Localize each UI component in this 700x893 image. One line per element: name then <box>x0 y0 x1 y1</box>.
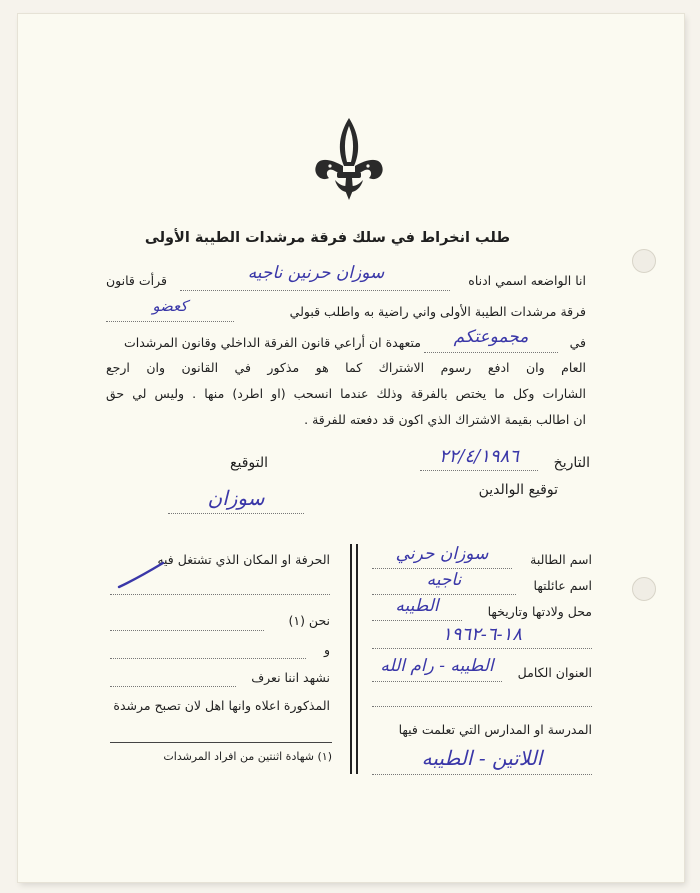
handwritten-name: سوزان حرنين ناجيه <box>247 263 385 283</box>
school-dotted-line <box>372 774 592 775</box>
handwritten-school: اللاتين - الطيبه <box>421 746 543 770</box>
fleur-de-lis-emblem <box>313 116 385 204</box>
date-label: التاريخ <box>553 455 590 471</box>
testify-dotted-line <box>110 686 236 687</box>
occupation-dotted-line <box>110 594 330 595</box>
student-name-label: اسم الطالبة <box>530 552 592 567</box>
family-name-dotted-line <box>372 594 516 595</box>
handwritten-birth-place: الطيبه <box>395 596 439 616</box>
name-dotted-line <box>180 290 450 291</box>
body-line-1-start: انا الواضعه اسمي ادناه <box>468 273 586 288</box>
column-divider-left <box>350 544 352 774</box>
body-line-6: ان اطالب بقيمة الاشتراك الذي اكون قد دفعته للفرقة . <box>304 412 586 427</box>
body-line-2: فرقة مرشدات الطيبة الأولى واني راضية به واطلب قبولي <box>289 304 586 319</box>
family-name-label: اسم عائلتها <box>533 578 592 593</box>
address-extra-dotted-line <box>372 706 592 707</box>
birth-dotted-line <box>372 620 462 621</box>
we-dotted-line <box>110 630 264 631</box>
form-title: طلب انخراط في سلك فرقة مرشدات الطيبة الأولى <box>144 230 510 246</box>
punch-hole-top <box>632 249 656 273</box>
body-line-3-start: في <box>569 335 586 350</box>
signature-label: التوقيع <box>230 455 268 471</box>
date-dotted-line <box>420 470 538 471</box>
column-divider-right <box>356 544 358 774</box>
occupation-label: الحرفة او المكان الذي تشتغل فيه <box>157 552 330 567</box>
handwritten-birth-date: ١٨-٦-١٩٦٢ <box>442 624 522 645</box>
footnote-separator <box>110 742 332 743</box>
handwritten-date: ٢٢/٤/١٩٨٦ <box>439 446 519 467</box>
group-dotted-line <box>424 352 558 353</box>
handwritten-address: الطيبه - رام الله <box>380 656 494 676</box>
mentioned-label: المذكورة اعلاه وانها اهل لان تصبح مرشدة <box>113 698 330 713</box>
body-line-3-end: متعهدة ان أراعي قانون الفرقة الداخلي وقانون المرشدات <box>124 335 421 350</box>
birth-date-dotted-line <box>372 648 592 649</box>
and-label: و <box>323 642 330 657</box>
body-line-4: العام وان ادفع رسوم الاشتراك كما هو مذكور في القانون وان ارجع <box>106 360 586 375</box>
handwritten-family-name: ناجيه <box>426 570 462 590</box>
testify-label: نشهد اننا نعرف <box>251 670 330 685</box>
address-dotted-line <box>372 681 502 682</box>
body-line-5: الشارات وكل ما يختص بالفرقة وذلك عندما انسحب (او اطرد) منها . وليس لي حق <box>106 386 586 401</box>
punch-hole-bottom <box>632 577 656 601</box>
handwritten-capacity: كعضو <box>152 297 188 315</box>
footnote: (١) شهادة اثنتين من افراد المرشدات <box>163 750 332 763</box>
and-dotted-line <box>110 658 306 659</box>
birth-label: محل ولادتها وتاريخها <box>487 604 592 619</box>
handwritten-student-name: سوزان حرني <box>395 544 489 564</box>
address-label: العنوان الكامل <box>517 665 592 680</box>
handwritten-group: مجموعتكم <box>453 327 529 347</box>
capacity-dotted-line <box>106 321 234 322</box>
school-label: المدرسة او المدارس التي تعلمت فيها <box>398 722 592 737</box>
handwritten-signature: سوزان <box>207 486 265 510</box>
occupation-slash-mark <box>116 560 166 590</box>
signature-dotted-line <box>168 513 304 514</box>
body-line-1-end: قرأت قانون <box>106 273 167 288</box>
parents-signature-label: توقيع الوالدين <box>478 482 558 498</box>
we-label: نحن (١) <box>288 613 330 628</box>
student-name-dotted-line <box>372 568 512 569</box>
